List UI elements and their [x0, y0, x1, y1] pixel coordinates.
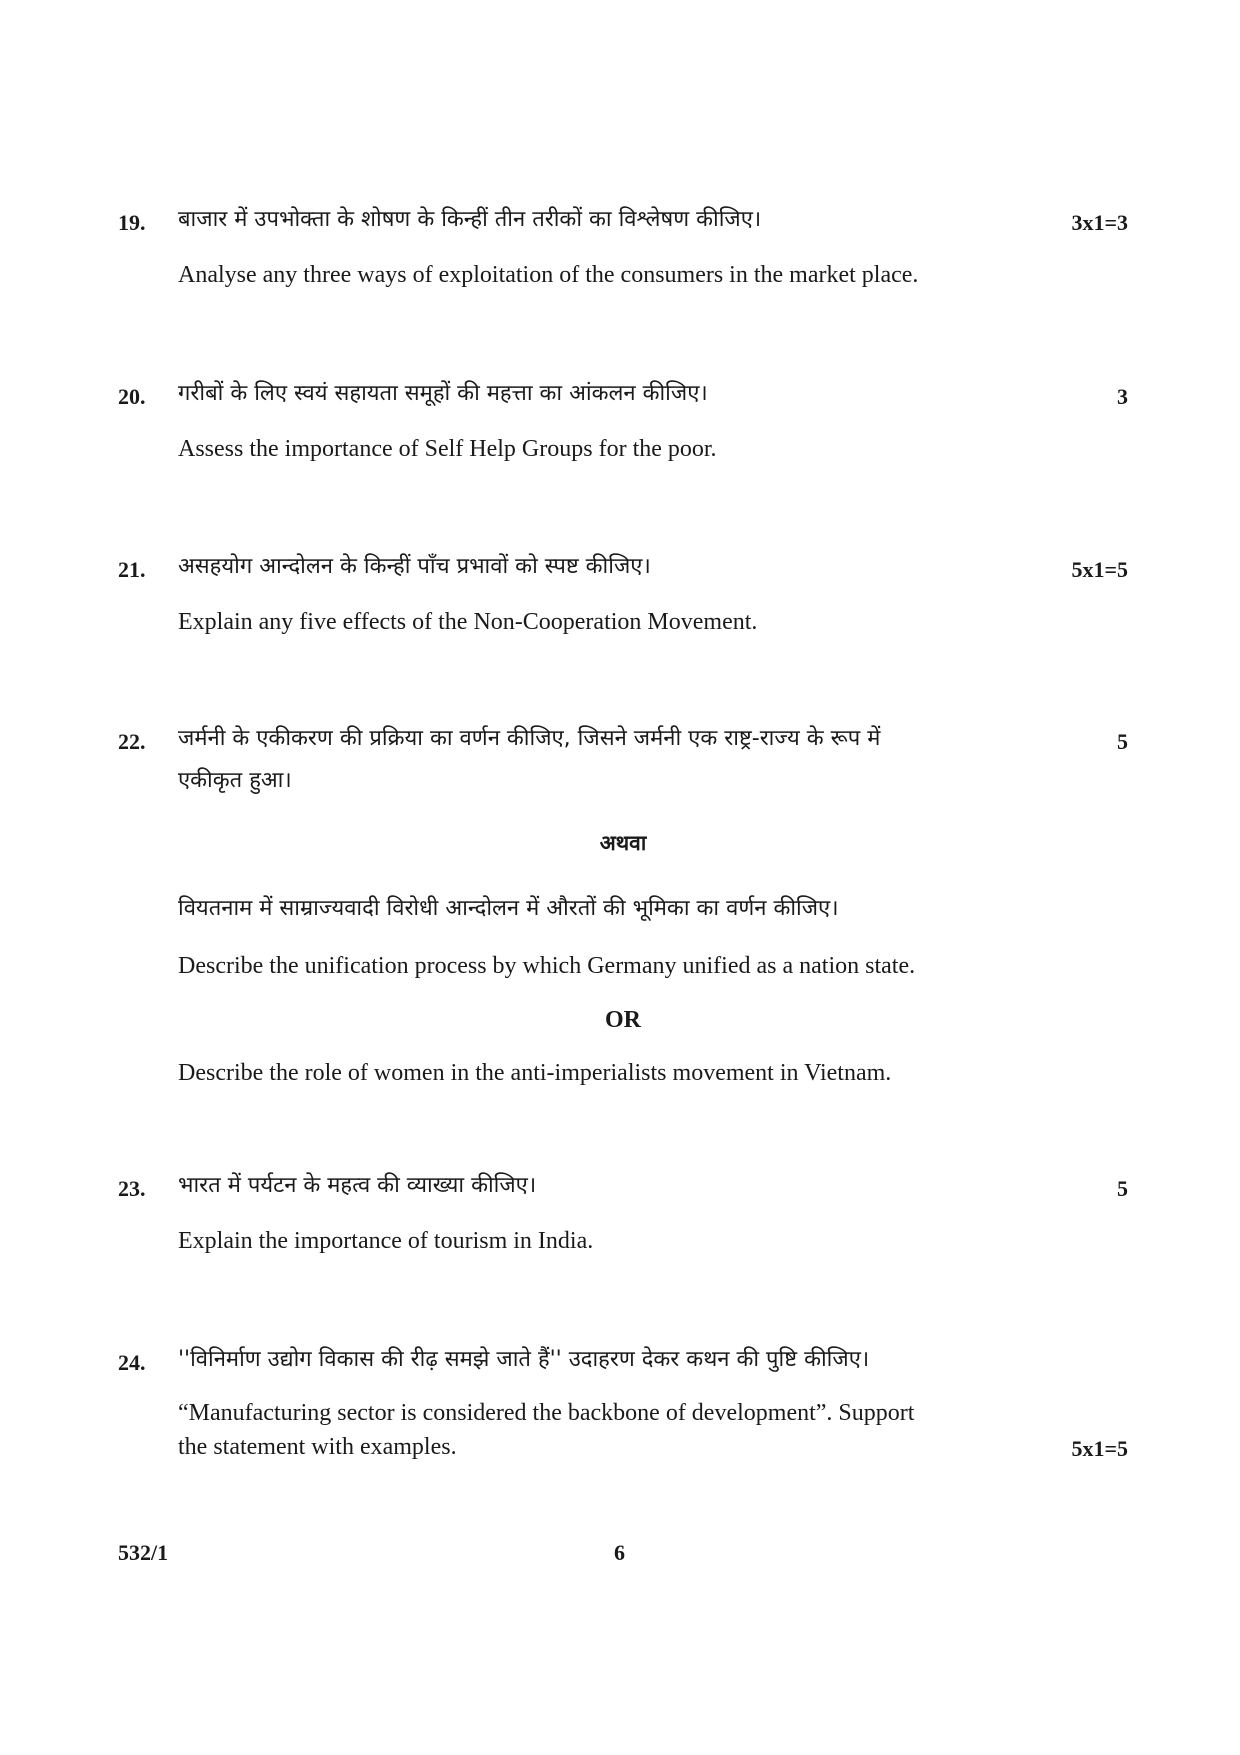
question-number: 19. [118, 210, 146, 235]
question-number: 24. [118, 1350, 146, 1375]
question-marks: 3 [1117, 384, 1128, 409]
question-hindi: गरीबों के लिए स्वयं सहायता समूहों की महत्ता का आंकलन कीजिए। [178, 381, 708, 406]
question-marks: 5 [1117, 1176, 1128, 1201]
question-english: Describe the unification process by which Germany unified as a nation state. [178, 953, 916, 979]
question-marks: 5x1=5 [1071, 1436, 1128, 1461]
question-number: 20. [118, 384, 146, 409]
question-english: Assess the importance of Self Help Groups for the poor. [178, 436, 717, 462]
question-english: Analyse any three ways of exploitation of the consumers in the market place. [178, 262, 919, 288]
question-hindi-line-1: जर्मनी के एकीकरण की प्रक्रिया का वर्णन कीजिए, जिसने जर्मनी एक राष्ट्र-राज्य के रूप में [178, 726, 881, 751]
question-hindi-alternative: वियतनाम में साम्राज्यवादी विरोधी आन्दोलन में औरतों की भूमिका का वर्णन कीजिए। [178, 896, 839, 921]
question-marks: 5 [1117, 729, 1128, 754]
question-hindi: ''विनिर्माण उद्योग विकास की रीढ़ समझे जाते हैं'' उदाहरण देकर कथन की पुष्टि कीजिए। [178, 1347, 870, 1372]
question-hindi: बाजार में उपभोक्ता के शोषण के किन्हीं तीन तरीकों का विश्लेषण कीजिए। [178, 207, 762, 232]
question-number: 21. [118, 557, 146, 582]
page-number: 6 [614, 1540, 625, 1565]
paper-code: 532/1 [118, 1540, 169, 1565]
question-english: Explain any five effects of the Non-Cooperation Movement. [178, 609, 758, 635]
question-english-line-1: “Manufacturing sector is considered the backbone of development”. Support [178, 1400, 915, 1426]
question-english: Explain the importance of tourism in India. [178, 1228, 594, 1254]
question-marks: 3x1=3 [1071, 210, 1128, 235]
question-hindi: असहयोग आन्दोलन के किन्हीं पाँच प्रभावों को स्पष्ट कीजिए। [178, 554, 651, 579]
hindi-or-separator: अथवा [599, 831, 647, 855]
question-english-alternative: Describe the role of women in the anti-imperialists movement in Vietnam. [178, 1060, 892, 1086]
question-marks: 5x1=5 [1071, 557, 1128, 582]
question-english-line-2: the statement with examples. [178, 1434, 457, 1460]
question-hindi-line-2: एकीकृत हुआ। [178, 768, 292, 793]
english-or-separator: OR [605, 1007, 641, 1033]
question-number: 22. [118, 729, 146, 754]
question-number: 23. [118, 1176, 146, 1201]
question-hindi: भारत में पर्यटन के महत्व की व्याख्या कीजिए। [178, 1173, 537, 1198]
